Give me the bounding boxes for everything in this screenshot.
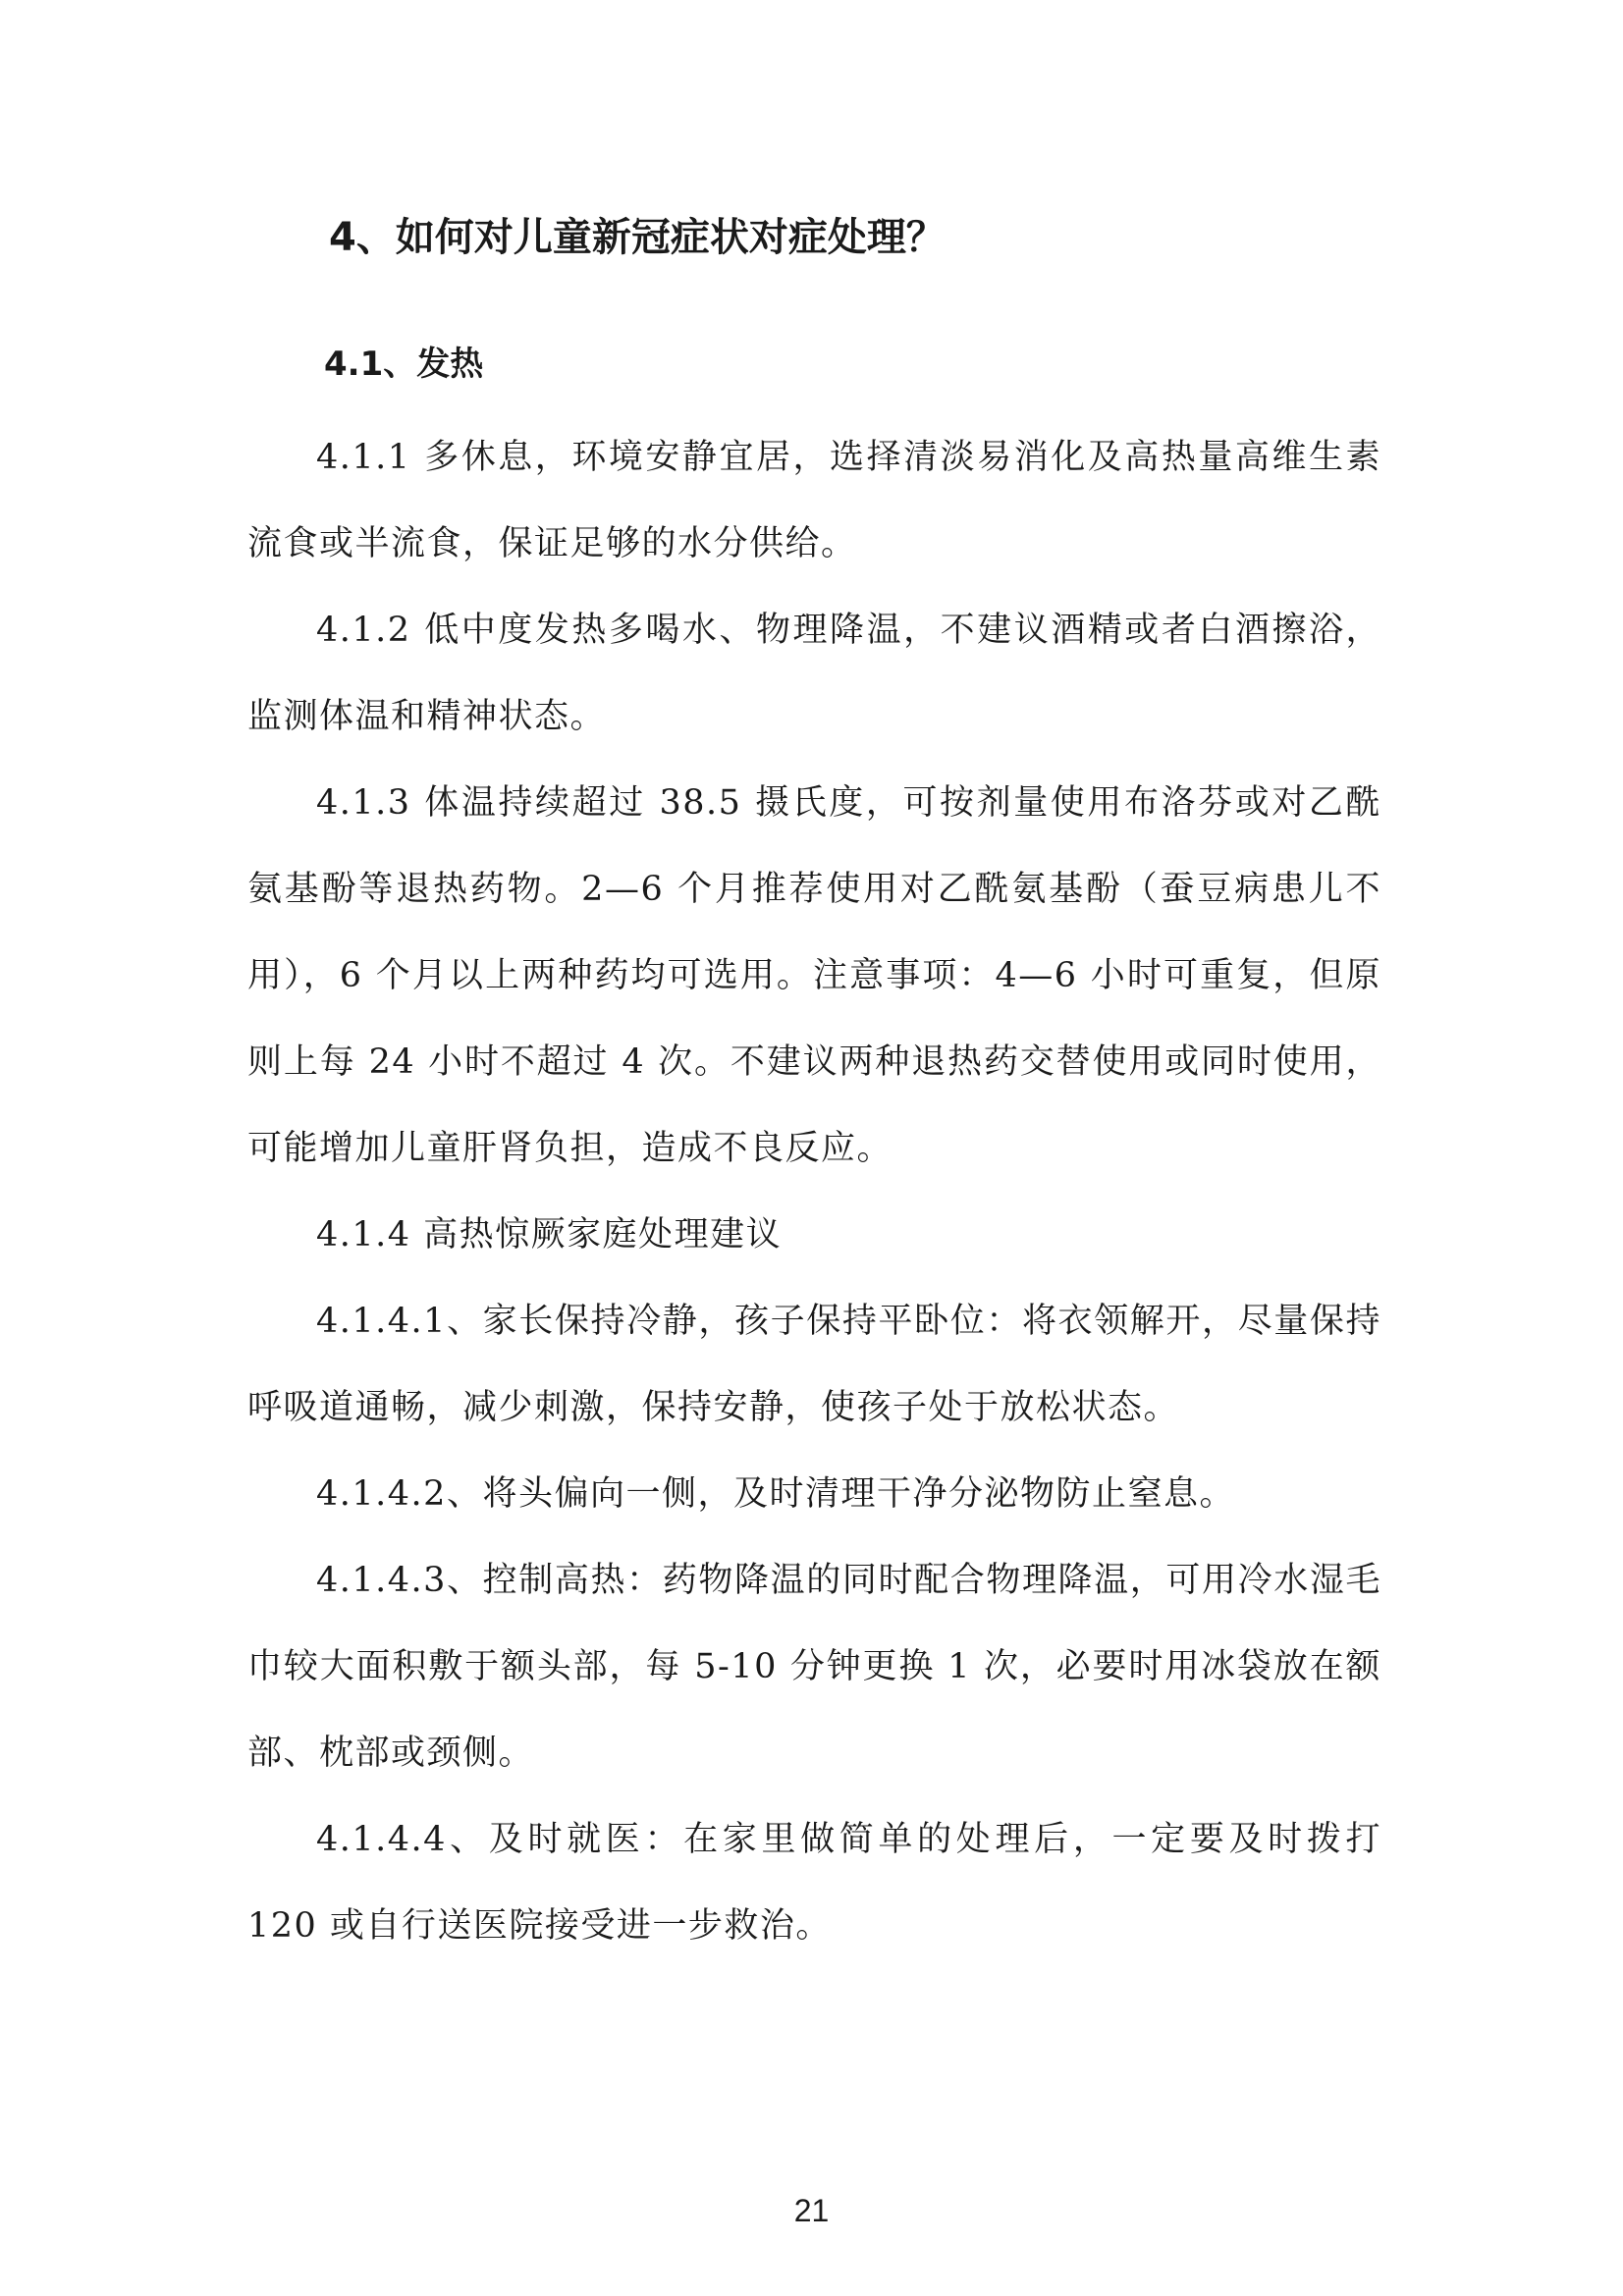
subsection-heading: 4.1、发热	[324, 345, 484, 384]
paragraph-4-1-2: 4.1.2 低中度发热多喝水、物理降温，不建议酒精或者白酒擦浴，监测体温和精神状态。	[247, 611, 1381, 736]
paragraph-4-1-4-4: 4.1.4.4、及时就医：在家里做简单的处理后，一定要及时拨打 120 或自行送医院接受进一步救治。	[247, 1820, 1381, 1946]
paragraph-4-1-4: 4.1.4 高热惊厥家庭处理建议	[316, 1215, 783, 1255]
paragraph-4-1-4-1: 4.1.4.1、家长保持冷静，孩子保持平卧位：将衣领解开，尽量保持呼吸道通畅，减少刺激，保持安静，使孩子处于放松状态。	[247, 1302, 1381, 1427]
paragraph-4-1-4-2: 4.1.4.2、将头偏向一侧，及时清理干净分泌物防止窒息。	[316, 1474, 1235, 1514]
paragraph-4-1-3: 4.1.3 体温持续超过 38.5 摄氏度，可按剂量使用布洛芬或对乙酰氨基酚等退热药物。2—6 个月推荐使用对乙酰氨基酚（蚕豆病患儿不用），6 个月以上两种药均可选用。注意事项：4—6 小时可重复，但原则上每 24 小时不超过 4 次。不建议两种退热药交替使用或同时使用，可能增加儿童肝肾负担，造成不良反应。	[247, 783, 1381, 1168]
body-text	[247, 414, 1381, 1969]
paragraph-4-1-1: 4.1.1 多休息，环境安静宜居，选择清淡易消化及高热量高维生素流食或半流食，保证足够的水分供给。	[247, 438, 1381, 563]
section-heading: 4、如何对儿童新冠症状对症处理？	[329, 215, 946, 260]
paragraph-4-1-4-3: 4.1.4.3、控制高热：药物降温的同时配合物理降温，可用冷水湿毛巾较大面积敷于额头部，每 5-10 分钟更换 1 次，必要时用冰袋放在额部、枕部或颈侧。	[247, 1561, 1381, 1773]
page-number: 21	[793, 2193, 830, 2228]
